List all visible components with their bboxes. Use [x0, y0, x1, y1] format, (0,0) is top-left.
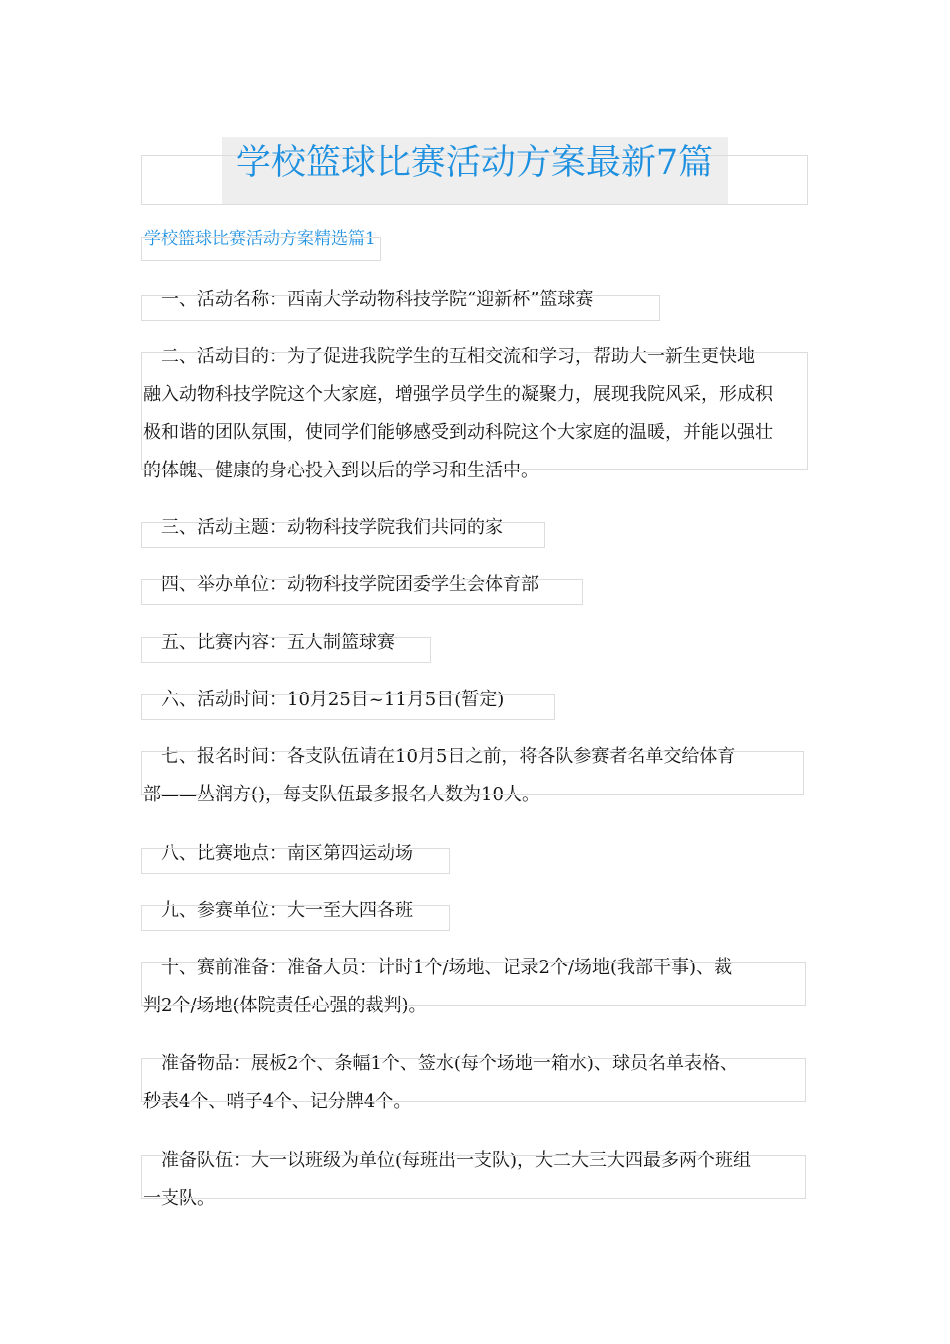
paragraph-line: 二、活动目的：为了促进我院学生的互相交流和学习，帮助大一新生更快地: [143, 346, 755, 367]
paragraph-line: 极和谐的团队氛围，使同学们能够感受到动科院这个大家庭的温暖，并能以强壮: [143, 422, 773, 443]
paragraph-10: [143, 949, 732, 1025]
paragraph-11: [143, 1045, 738, 1121]
paragraph-line: 融入动物科技学院这个大家庭，增强学员学生的凝聚力，展现我院风采，形成积: [143, 384, 773, 405]
paragraph-line: 九、参赛单位：大一至大四各班: [143, 900, 413, 921]
paragraph-line: 八、比赛地点：南区第四运动场: [143, 843, 413, 864]
paragraph-line: 准备队伍：大一以班级为单位(每班出一支队)，大二大三大四最多两个班组: [143, 1150, 752, 1171]
subtitle-link[interactable]: 学校篮球比赛活动方案精选篇1: [144, 229, 376, 249]
paragraph-3: [143, 509, 503, 547]
document-title: 学校篮球比赛活动方案最新7篇: [235, 143, 714, 183]
paragraph-8: [143, 835, 413, 873]
paragraph-2: [143, 338, 773, 490]
paragraph-line: 七、报名时间：各支队伍请在10月5日之前，将各队参赛者名单交给体育: [143, 746, 736, 767]
paragraph-line: 部——丛润方()，每支队伍最多报名人数为10人。: [143, 784, 540, 805]
paragraph-line: 五、比赛内容：五人制篮球赛: [143, 632, 395, 653]
paragraph-12: [143, 1142, 751, 1218]
paragraph-line: 一支队。: [143, 1188, 215, 1209]
paragraph-9: [143, 892, 413, 930]
paragraph-line: 一、活动名称：西南大学动物科技学院“迎新杯”篮球赛: [143, 289, 594, 310]
paragraph-line: 秒表4个、哨子4个、记分牌4个。: [143, 1091, 412, 1112]
subtitle-frame: [141, 237, 381, 261]
paragraph-1: [143, 281, 593, 319]
paragraph-line: 四、举办单位：动物科技学院团委学生会体育部: [143, 574, 539, 595]
paragraph-line: 判2个/场地(体院责任心强的裁判)。: [143, 995, 427, 1016]
paragraph-line: 六、活动时间：10月25日~11月5日(暂定): [143, 689, 505, 710]
paragraph-line: 准备物品：展板2个、条幅1个、签水(每个场地一箱水)、球员名单表格、: [143, 1053, 738, 1074]
paragraph-7: [143, 738, 735, 814]
paragraph-line: 三、活动主题：动物科技学院我们共同的家: [143, 517, 503, 538]
paragraph-line: 的体魄、健康的身心投入到以后的学习和生活中。: [143, 460, 539, 481]
paragraph-4: [143, 566, 539, 604]
paragraph-6: [143, 681, 504, 719]
paragraph-line: 十、赛前准备：准备人员：计时1个/场地、记录2个/场地(我部干事)、裁: [143, 957, 733, 978]
paragraph-5: [143, 624, 395, 662]
